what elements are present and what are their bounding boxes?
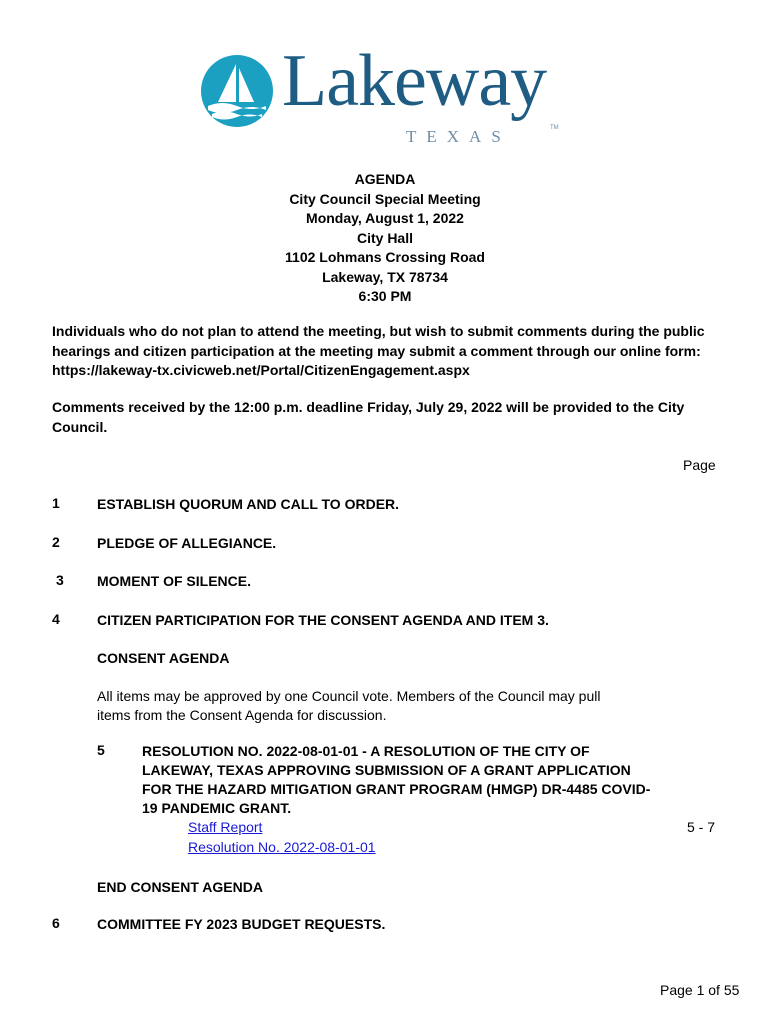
item-number: 1 xyxy=(52,495,60,511)
agenda-header xyxy=(0,170,770,307)
item-title: CITIZEN PARTICIPATION FOR THE CONSENT AGENDA AND ITEM 3. xyxy=(97,612,549,628)
deadline-info: Comments received by the 12:00 p.m. deadline Friday, July 29, 2022 will be provided to the City Council. xyxy=(52,399,685,435)
end-consent-agenda: END CONSENT AGENDA xyxy=(97,879,263,895)
logo-trademark: TM xyxy=(550,125,559,131)
lakeway-logo xyxy=(200,40,580,150)
header-agenda: AGENDA xyxy=(354,171,416,187)
page-footer: Page 1 of 55 xyxy=(660,982,740,998)
item-title: PLEDGE OF ALLEGIANCE. xyxy=(97,535,277,551)
page-column-label: Page xyxy=(683,457,716,473)
consent-agenda-heading: CONSENT AGENDA xyxy=(97,650,230,666)
comments-info: Individuals who do not plan to attend the meeting, but wish to submit comments during the public hearings and citizen participation at the meeting may submit a comment through our online form: https://lakeway-tx.civicweb.net/Portal/CitizenEngagement.aspx xyxy=(52,323,705,378)
header-time: 6:30 PM xyxy=(358,288,412,304)
item-number: 2 xyxy=(52,534,60,550)
logo-subtitle: TEXAS xyxy=(406,127,511,146)
sailboat-emblem-icon xyxy=(200,54,274,128)
staff-report-link[interactable]: Staff Report xyxy=(188,819,263,835)
page-range: 5 - 7 xyxy=(687,819,716,835)
item-title: MOMENT OF SILENCE. xyxy=(97,573,251,589)
resolution-title: RESOLUTION NO. 2022-08-01-01 - A RESOLUTION OF THE CITY OF LAKEWAY, TEXAS APPROVING SUBMISSION OF A GRANT APPLICATION FOR THE HAZARD MITIGATION GRANT PROGRAM (HMGP) DR-4485 COVID-19 PANDEMIC GRANT. xyxy=(142,743,651,816)
header-meeting: City Council Special Meeting xyxy=(289,190,481,207)
item-title: ESTABLISH QUORUM AND CALL TO ORDER. xyxy=(97,496,400,512)
header-venue: City Hall xyxy=(356,229,413,246)
header-city: Lakeway, TX 78734 xyxy=(322,268,448,285)
header-street: 1102 Lohmans Crossing Road xyxy=(285,249,485,265)
item-title: COMMITTEE FY 2023 BUDGET REQUESTS. xyxy=(97,916,386,932)
item-number: 4 xyxy=(52,611,60,627)
consent-note: All items may be approved by one Council vote. Members of the Council may pull items from the Consent Agenda for discussion. xyxy=(97,688,601,723)
item-number: 5 xyxy=(97,742,105,758)
item-number: 3 xyxy=(56,572,64,588)
logo-wordmark: Lakeway xyxy=(282,40,547,122)
header-date: Monday, August 1, 2022 xyxy=(306,210,464,226)
item-number: 6 xyxy=(52,915,60,931)
resolution-document-link[interactable]: Resolution No. 2022-08-01-01 xyxy=(188,839,376,855)
